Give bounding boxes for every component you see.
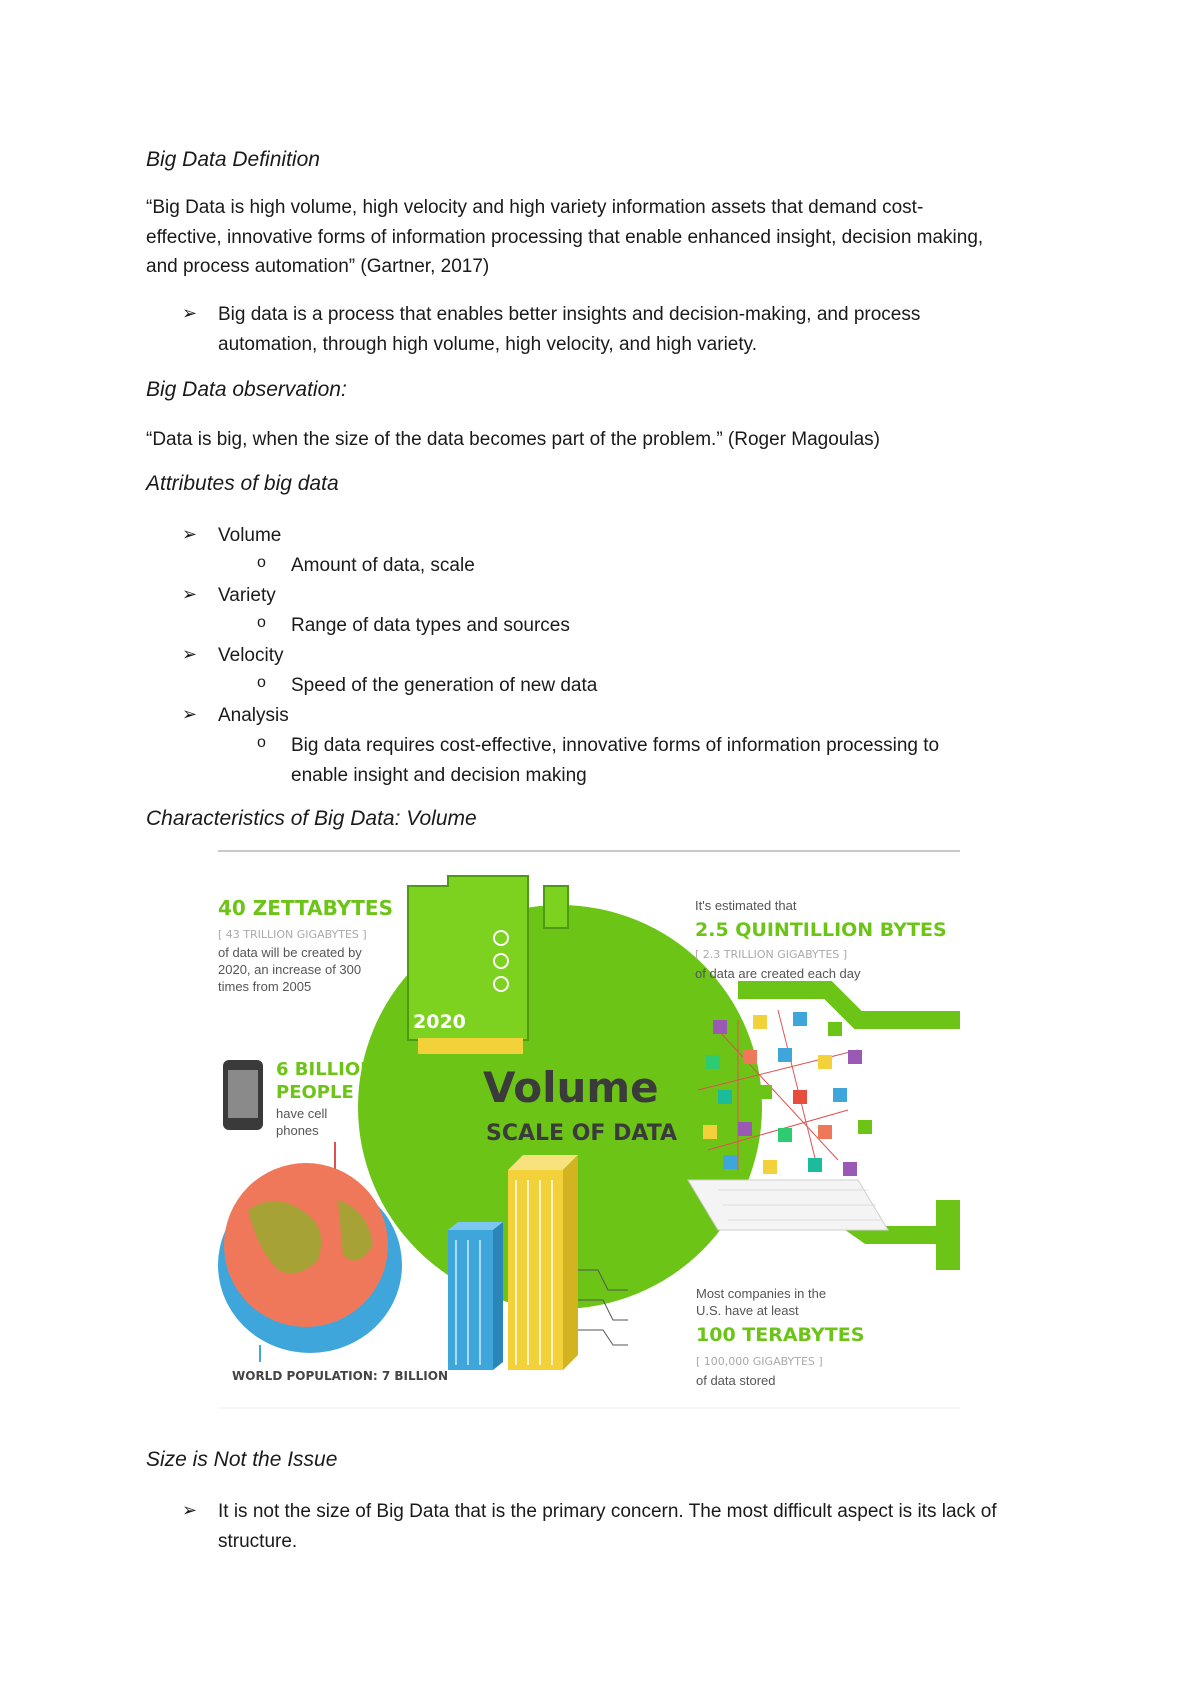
phone-icon (223, 1060, 263, 1130)
tera-headline: 100 TERABYTES (696, 1324, 865, 1346)
definition-bullet (218, 300, 1078, 359)
center-subtitle: SCALE OF DATA (486, 1121, 678, 1146)
attribute-variety: Variety (218, 585, 276, 606)
people-line: phones (276, 1123, 319, 1138)
attribute-volume: Volume (218, 525, 282, 546)
card-2005-label: 2005 (540, 934, 579, 950)
quote-line: effective, innovative forms of information processing that enable enhanced insight, decision making, (146, 226, 984, 248)
circle-bullet-icon: o (257, 674, 266, 691)
attribute-velocity-desc: Speed of the generation of new data (291, 675, 598, 696)
bullet-line: It is not the size of Big Data that is the primary concern. The most difficult aspect is its lack of (218, 1501, 997, 1522)
zetta-line: times from 2005 (218, 979, 312, 994)
card-2005-shape (544, 886, 568, 928)
heading-big-data-observation: Big Data observation: (146, 378, 347, 401)
quint-bracket: [ 2.3 TRILLION GIGABYTES ] (695, 948, 848, 961)
circle-bullet-icon: o (257, 734, 266, 751)
heading-characteristics: Characteristics of Big Data: Volume (146, 807, 477, 830)
arrow-bullet-icon: ➢ (182, 644, 198, 664)
arrow-bullet-icon: ➢ (182, 1500, 198, 1520)
volume-infographic (218, 850, 960, 1410)
people-headline-2: PEOPLE (276, 1082, 354, 1103)
arrow-bullet-icon: ➢ (182, 524, 198, 544)
tera-line: Most companies in the (696, 1286, 827, 1301)
tera-line: U.S. have at least (696, 1303, 799, 1318)
bullet-line: Big data is a process that enables better insights and decision-making, and process (218, 304, 921, 325)
quint-headline: 2.5 QUINTILLION BYTES (695, 919, 947, 941)
heading-size-not-issue: Size is Not the Issue (146, 1448, 338, 1471)
attribute-volume-desc: Amount of data, scale (291, 555, 475, 576)
connector-plug (936, 1200, 960, 1270)
globe-icon (218, 1163, 402, 1353)
center-title: Volume (483, 1063, 659, 1112)
observation-quote: “Data is big, when the size of the data becomes part of the problem.” (Roger Magoulas) (146, 429, 880, 450)
people-line: have cell (276, 1106, 328, 1121)
arrow-bullet-icon: ➢ (182, 584, 198, 604)
quote-line: “Big Data is high volume, high velocity and high variety information assets that demand cost- (146, 197, 924, 218)
bullet-line: structure. (218, 1530, 298, 1552)
zetta-headline: 40 ZETTABYTES (218, 896, 393, 920)
attribute-analysis-desc (291, 731, 1071, 790)
attribute-analysis: Analysis (218, 705, 289, 726)
tera-bracket: [ 100,000 GIGABYTES ] (696, 1355, 823, 1368)
heading-attributes: Attributes of big data (146, 472, 339, 495)
arrow-bullet-icon: ➢ (182, 704, 198, 724)
heading-big-data-definition: Big Data Definition (146, 148, 320, 171)
quote-line: and process automation” (Gartner, 2017) (146, 256, 490, 277)
zetta-line: of data will be created by (218, 945, 362, 960)
circle-bullet-icon: o (257, 554, 266, 571)
quint-intro: It's estimated that (695, 898, 797, 913)
zetta-line: 2020, an increase of 300 (218, 962, 362, 977)
circle-bullet-icon: o (257, 614, 266, 631)
people-headline-1: 6 BILLION (276, 1059, 376, 1080)
bullet-line: automation, through high volume, high velocity, and high variety. (218, 333, 758, 355)
tera-line: of data stored (696, 1373, 776, 1388)
desc-line: enable insight and decision making (291, 764, 587, 786)
arrow-bullet-icon: ➢ (182, 303, 198, 323)
attribute-velocity: Velocity (218, 645, 284, 666)
quint-line: of data are created each day (695, 966, 861, 981)
card-2020-label: 2020 (413, 1011, 466, 1033)
size-bullet (218, 1497, 1078, 1556)
world-population-label: WORLD POPULATION: 7 BILLION (232, 1369, 449, 1383)
right-connector (738, 990, 960, 1020)
attribute-variety-desc: Range of data types and sources (291, 615, 570, 636)
zetta-bracket: [ 43 TRILLION GIGABYTES ] (218, 928, 367, 941)
desc-line: Big data requires cost-effective, innovative forms of information processing to (291, 735, 940, 756)
definition-quote (146, 193, 1076, 282)
